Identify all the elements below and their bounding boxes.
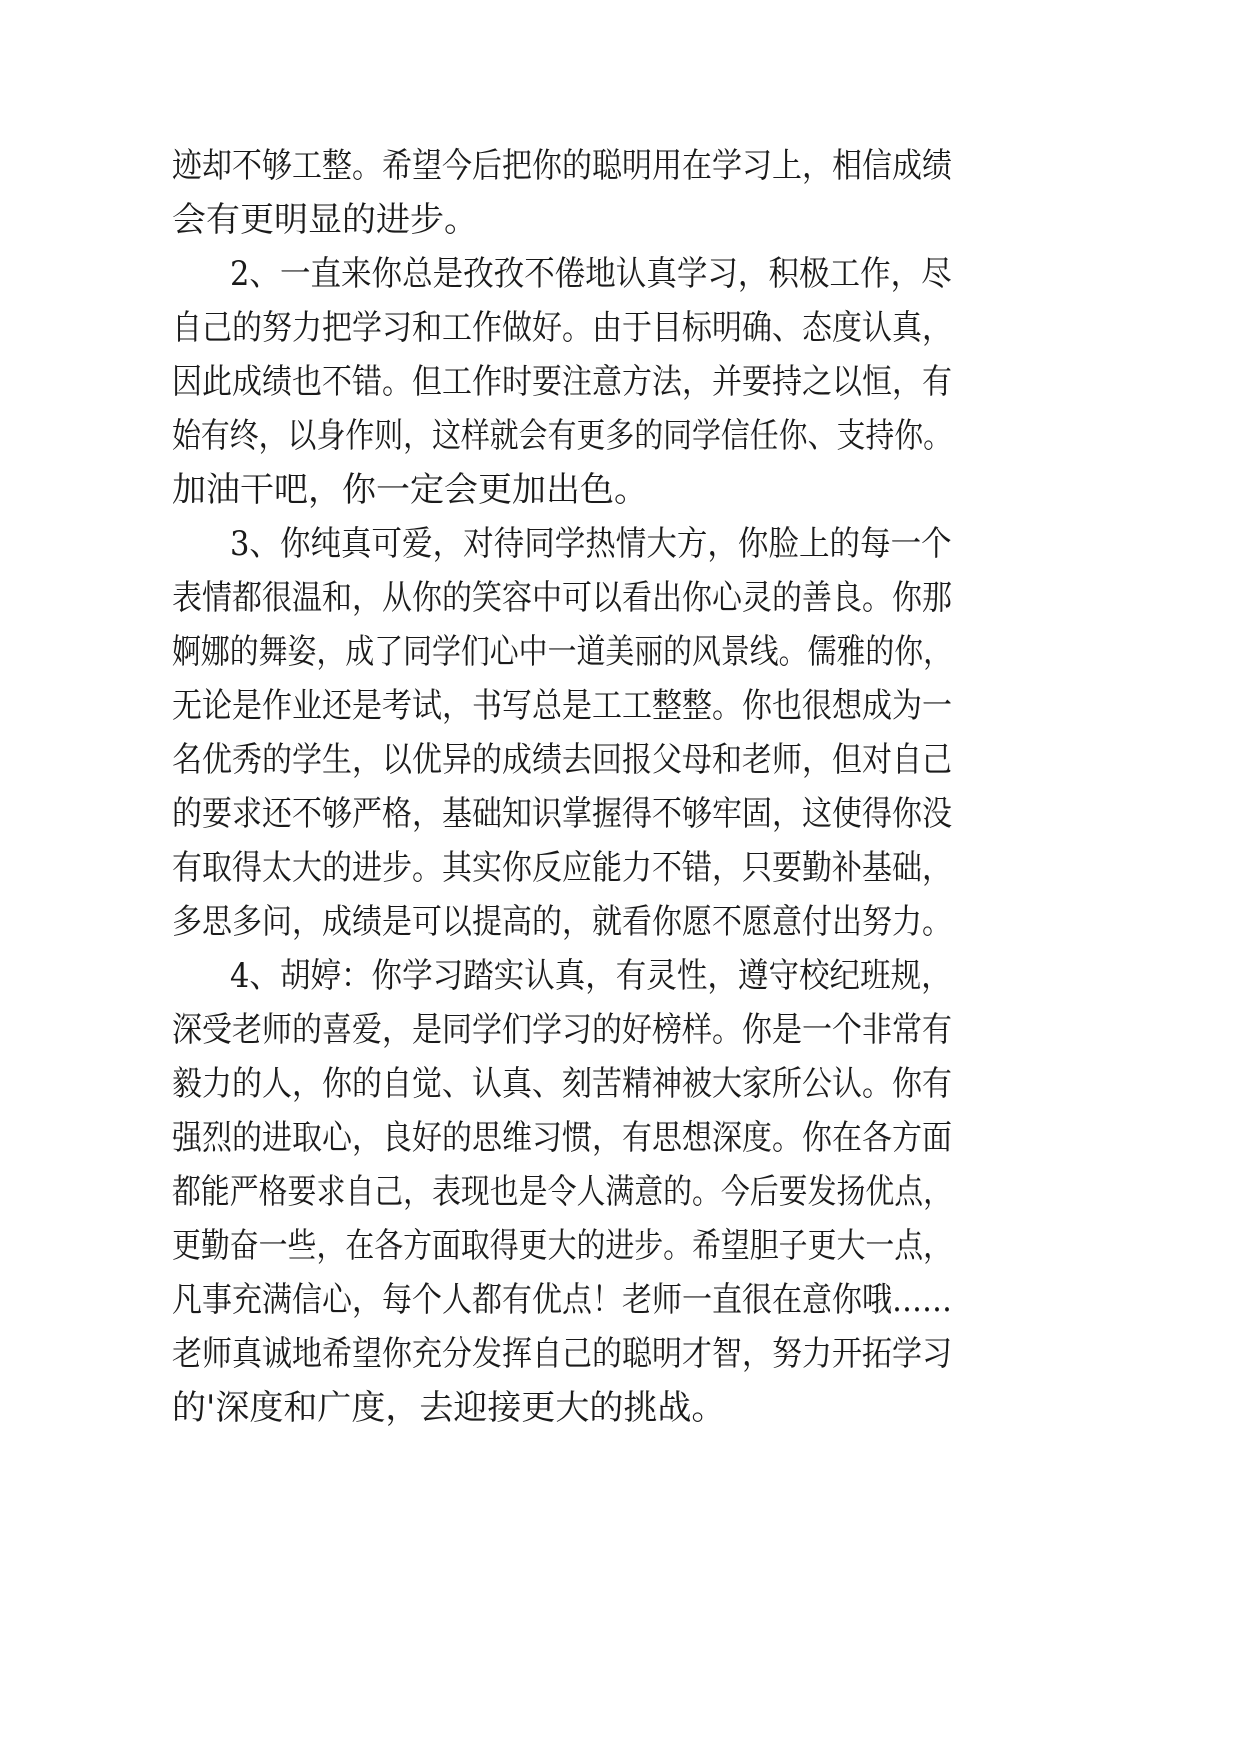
text-line (0, 244, 1241, 304)
text-line (0, 676, 1241, 736)
text-line (0, 136, 1241, 196)
text-line (0, 1162, 1241, 1222)
text-line (0, 514, 1241, 574)
text-line (0, 190, 1241, 250)
text-line (0, 784, 1241, 844)
line-text: 深受老师的喜爱，是同学们学习的好榜样。你是一个非常有 (172, 1010, 953, 1050)
text-line (0, 838, 1241, 898)
line-text: 2、一直来你总是孜孜不倦地认真学习，积极工作，尽 (230, 254, 952, 294)
text-line (0, 1054, 1241, 1114)
line-text: 表情都很温和，从你的笑容中可以看出你心灵的善良。你那 (172, 578, 953, 618)
text-line (0, 1000, 1241, 1060)
line-text: 加油干吧，你一定会更加出色。 (172, 470, 648, 510)
text-line (0, 1216, 1241, 1276)
line-text: 始有终，以身作则，这样就会有更多的同学信任你、支持你。 (172, 416, 953, 456)
line-text: 4、胡婷：你学习踏实认真，有灵性，遵守校纪班规， (230, 956, 952, 996)
line-text: 毅力的人，你的自觉、认真、刻苦精神被大家所公认。你有 (172, 1064, 953, 1104)
line-text: 因此成绩也不错。但工作时要注意方法，并要持之以恒，有 (172, 362, 953, 402)
text-line (0, 730, 1241, 790)
line-text: 有取得太大的进步。其实你反应能力不错，只要勤补基础， (172, 848, 953, 888)
line-text: 的要求还不够严格，基础知识掌握得不够牢固，这使得你没 (172, 794, 953, 834)
text-line (0, 352, 1241, 412)
line-text: 3、你纯真可爱，对待同学热情大方，你脸上的每一个 (230, 524, 952, 564)
line-text: 会有更明显的进步。 (172, 200, 478, 240)
line-text: 更勤奋一些，在各方面取得更大的进步。希望胆子更大一点， (172, 1226, 953, 1266)
line-text: 的'深度和广度，去迎接更大的挑战。 (172, 1388, 726, 1428)
text-line (0, 460, 1241, 520)
line-text: 多思多问，成绩是可以提高的，就看你愿不愿意付出努力。 (172, 902, 953, 942)
line-text: 无论是作业还是考试，书写总是工工整整。你也很想成为一 (172, 686, 953, 726)
text-line (0, 406, 1241, 466)
line-text: 婀娜的舞姿，成了同学们心中一道美丽的风景线。儒雅的你， (172, 632, 953, 672)
line-text: 名优秀的学生，以优异的成绩去回报父母和老师，但对自己 (172, 740, 953, 780)
text-line (0, 1270, 1241, 1330)
line-text: 强烈的进取心，良好的思维习惯，有思想深度。你在各方面 (172, 1118, 953, 1158)
text-line (0, 1378, 1241, 1438)
line-text: 迹却不够工整。希望今后把你的聪明用在学习上，相信成绩 (172, 146, 953, 186)
text-line (0, 1108, 1241, 1168)
text-line (0, 1324, 1241, 1384)
text-line (0, 568, 1241, 628)
text-line (0, 622, 1241, 682)
text-line (0, 892, 1241, 952)
line-text: 自己的努力把学习和工作做好。由于目标明确、态度认真， (172, 308, 953, 348)
line-text: 都能严格要求自己，表现也是令人满意的。今后要发扬优点， (172, 1172, 953, 1212)
line-text: 凡事充满信心，每个人都有优点！老师一直很在意你哦…… (172, 1280, 953, 1320)
text-line (0, 946, 1241, 1006)
line-text: 老师真诚地希望你充分发挥自己的聪明才智，努力开拓学习 (172, 1334, 953, 1374)
text-line (0, 298, 1241, 358)
